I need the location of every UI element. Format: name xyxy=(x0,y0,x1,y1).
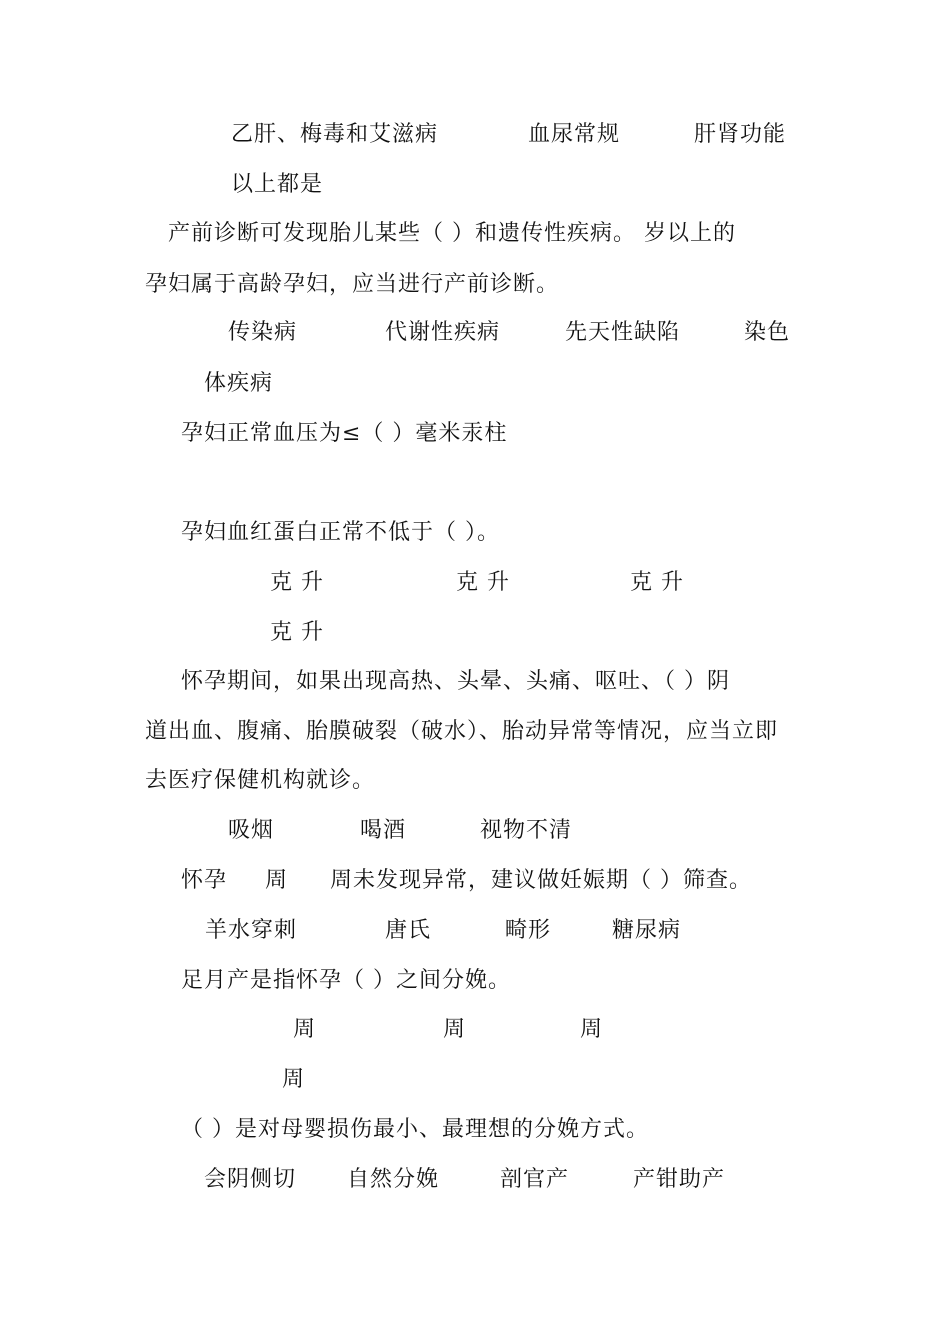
question-text: 孕妇正常血压为≤（ ）毫米汞柱 xyxy=(181,421,508,446)
option-text: 周 xyxy=(293,1017,317,1042)
question-text: 道出血、腹痛、胎膜破裂（破水）、胎动异常等情况，应当立即 xyxy=(145,719,779,744)
question-text: 怀孕期间，如果出现高热、头晕、头痛、呕吐、（ ）阴 xyxy=(181,669,730,694)
option-text: 羊水穿刺 xyxy=(205,918,298,943)
option-text: 克 升 xyxy=(270,570,324,595)
option-text: 唐氏 xyxy=(385,918,432,943)
option-text: 产钳助产 xyxy=(633,1167,726,1192)
option-text: 吸烟 xyxy=(228,818,275,843)
question-text: 产前诊断可发现胎儿某些（ ）和遗传性疾病。 岁以上的 xyxy=(168,221,736,246)
option-text: 体疾病 xyxy=(204,371,274,396)
option-text: 乙肝、梅毒和艾滋病 xyxy=(231,122,439,147)
question-text: 去医疗保健机构就诊。 xyxy=(145,768,376,793)
question-text: 周 xyxy=(265,868,289,893)
option-text: 代谢性疾病 xyxy=(385,320,501,345)
option-text: 先天性缺陷 xyxy=(565,320,681,345)
option-text: 血尿常规 xyxy=(528,122,621,147)
option-text: 传染病 xyxy=(228,320,298,345)
option-text: 自然分娩 xyxy=(347,1167,440,1192)
option-text: 周 xyxy=(580,1017,604,1042)
option-text: 畸形 xyxy=(505,918,552,943)
option-text: 克 升 xyxy=(456,570,510,595)
option-text: 周 xyxy=(443,1017,467,1042)
option-text: 以上都是 xyxy=(231,172,324,197)
question-text: 怀孕 xyxy=(181,868,228,893)
question-text: 孕妇血红蛋白正常不低于（ ）。 xyxy=(181,520,500,545)
option-text: 染色 xyxy=(744,320,791,345)
question-text: （ ）是对母婴损伤最小、最理想的分娩方式。 xyxy=(181,1117,649,1142)
question-text: 周未发现异常，建议做妊娠期（ ）筛查。 xyxy=(330,868,752,893)
option-text: 糖尿病 xyxy=(612,918,682,943)
option-text: 周 xyxy=(282,1067,306,1092)
option-text: 克 升 xyxy=(270,620,324,645)
question-text: 孕妇属于高龄孕妇，应当进行产前诊断。 xyxy=(145,272,560,297)
option-text: 克 升 xyxy=(630,570,684,595)
question-text: 足月产是指怀孕（ ）之间分娩。 xyxy=(181,968,511,993)
option-text: 剖官产 xyxy=(500,1167,570,1192)
option-text: 会阴侧切 xyxy=(204,1167,297,1192)
option-text: 视物不清 xyxy=(480,818,573,843)
option-text: 喝酒 xyxy=(360,818,407,843)
option-text: 肝肾功能 xyxy=(694,122,787,147)
